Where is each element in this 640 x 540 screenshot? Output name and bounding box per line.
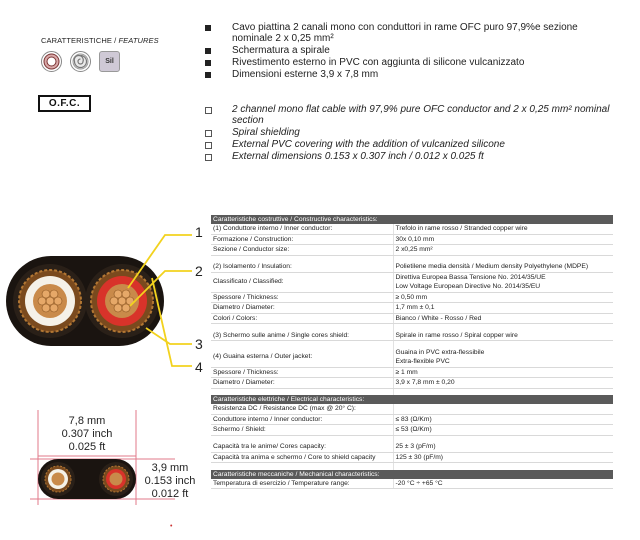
callout-1: 1 [195,224,203,240]
spec-value: Trefolo in rame rosso / Stranded copper wire [393,224,613,234]
spec-value: 30x 0,10 mm [393,234,613,245]
spec-label: Schermo / Shield: [211,425,393,436]
electrical-header: Caratteristiche elettriche / Electrical characteristics: [211,395,613,404]
cable-small-view [0,405,210,520]
spec-value: ≤ 83 (Ω/Km) [393,414,613,425]
construction-header: Caratteristiche costruttive / Constructive characteristics: [211,215,613,224]
spec-label: Capacità tra anima e schermo / Core to shield capacity [211,452,393,463]
feature-it-item: Schermatura a spirale [200,45,620,56]
spec-value-line: Extra-flexible PVC [395,358,450,365]
spec-value [393,348,613,368]
feature-it-item: Rivestimento esterno in PVC con aggiunta di silicone vulcanizzato [200,57,620,68]
silicone-icon: Sil [99,51,120,72]
mechanical-header: Caratteristiche meccaniche / Mechanical characteristics: [211,470,613,479]
feature-en-item: External dimensions 0.153 x 0.307 inch / 0.012 x 0.025 ft [200,151,620,162]
spec-value: Polietilene media densità / Medium density Polyethylene (MDPE) [393,262,613,272]
spec-label: (2) Isolamento / Insulation: [211,262,393,272]
spec-label: Capacità tra le anime/ Cores capacity: [211,442,393,452]
features-label [41,36,159,45]
spec-value-line: Direttiva Europea Bassa Tensione No. 2014/35/UE [395,273,546,281]
spec-value: 3,9 x 7,8 mm ± 0,20 [393,378,613,389]
core-right [85,264,159,338]
width-inch: 0.307 inch [61,428,113,440]
feature-en-item: Spiral shielding [200,127,620,138]
feature-it-item: Cavo piattina 2 canali mono con conduttori in rame OFC puro 97,9%e sezione nominale 2 x 0,25 mm² [200,22,620,44]
features-label-it: CARATTERISTICHE / [41,36,119,45]
spec-label: Temperatura di esercizio / Temperature range: [211,479,393,489]
features-label-en: FEATURES [118,36,159,45]
callout-4: 4 [195,359,203,375]
spec-label: Spessore / Thickness: [211,367,393,378]
callout-2: 2 [195,263,203,279]
feature-icons [41,51,120,72]
spec-table [211,215,613,489]
width-mm: 7,8 mm [68,415,106,427]
height-mm: 3,9 mm [151,462,189,474]
width-ft: 0.025 ft [68,441,106,453]
spec-label: Colori / Colors: [211,313,393,324]
spec-label: Conduttore interno / Inner conductor: [211,414,393,425]
mark: • [170,523,173,530]
spec-value: 1,7 mm ± 0,1 [393,303,613,314]
spec-value: ≥ 1 mm [393,367,613,378]
cable-cross-section [0,218,212,398]
spec-value: 2 x0,25 mm² [393,245,613,256]
spec-value: 125 ± 30 (pF/m) [393,452,613,463]
spec-value: Spirale in rame rosso / Spiral copper wire [393,331,613,341]
spec-value: 25 ± 3 (pF/m) [393,442,613,452]
spiral-shield-icon [70,51,91,72]
spec-label: Classificato / Classified: [211,272,393,292]
spec-value-line: Low Voltage European Directive No. 2014/35/EU [395,283,541,290]
height-inch: 0.153 inch [144,475,196,487]
spec-label: Sezione / Conductor size: [211,245,393,256]
feature-en-item: External PVC covering with the addition of vulcanized silicone [200,139,620,150]
feature-en-item: 2 channel mono flat cable with 97,9% pure OFC conductor and 2 x 0,25 mm² nominal section [200,104,620,126]
spec-label: Resistenza DC / Resistance DC (max @ 20° C): [211,404,393,414]
spec-value: ≤ 53 (Ω/Km) [393,425,613,436]
spec-label: Spessore / Thickness: [211,292,393,303]
spec-value: Bianco / White - Rosso / Red [393,313,613,324]
height-ft: 0.012 ft [151,488,189,500]
feature-it-item: Dimensioni esterne 3,9 x 7,8 mm [200,69,620,80]
core-left [13,264,87,338]
callout-3: 3 [195,336,203,352]
spec-value: ≥ 0,50 mm [393,292,613,303]
spec-value: -20 °C ÷ +65 °C [393,479,613,489]
spec-label: Diametro / Diameter: [211,303,393,314]
cable-section-icon [41,51,62,72]
spec-label: Formazione / Construction: [211,234,393,245]
ofc-badge: O.F.C. [38,95,91,112]
spec-label: (4) Guaina esterna / Outer jacket: [211,348,393,368]
spec-value-line: Guaina in PVC extra-flessibile [395,348,485,356]
features-list-it [200,22,620,81]
spec-label: Diametro / Diameter: [211,378,393,389]
spec-label: (3) Schermo sulle anime / Single cores shield: [211,331,393,341]
spec-value [393,272,613,292]
features-list-en [200,104,620,163]
spec-label: (1) Conduttore interno / Inner conductor: [211,224,393,234]
